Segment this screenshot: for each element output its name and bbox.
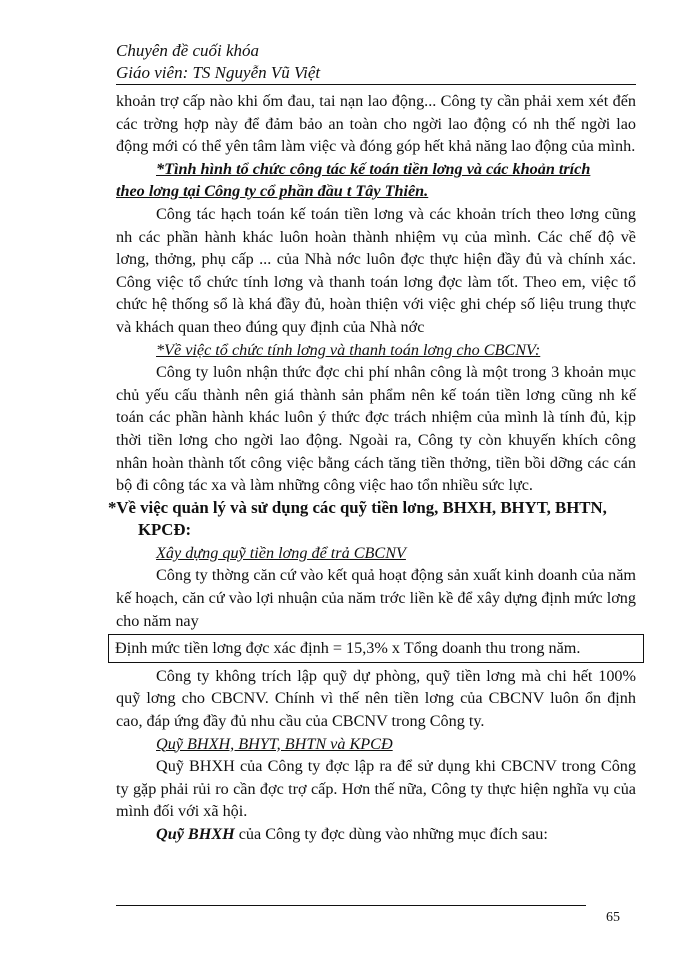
- paragraph-social-insurance-usage: [116, 823, 636, 846]
- document-body: [108, 90, 636, 846]
- page-number: 65: [606, 910, 620, 925]
- formula-box: Định mức tiền lơng đợc xác định = 15,3% x Tổng doanh thu trong năm.: [108, 634, 644, 663]
- heading-salary-organization: *Về việc tổ chức tính lơng và thanh toán lơng cho CBCNV:: [156, 340, 541, 359]
- footer-divider: [116, 905, 586, 906]
- paragraph-accounting-work: Công tác hạch toán kế toán tiền lơng và các khoản trích theo lơng cũng nh các phần hành khác luôn hoàn thành nhiệm vụ của mình. Các chế độ về lơng, thởng, phụ cấp ... của Nhà nớc luôn đợc thực hiện đầy đủ và chính xác. Công việc tổ chức tính lơng và thanh toán lơng đợc làm tốt. Theo em, việc tổ chức hệ thống sổ là khá đầy đủ, hoàn thiện với việc ghi chép số liệu trung thực và khách quan theo đúng quy định của Nhà nớc: [116, 204, 636, 336]
- heading-fund-management-line1: *Về việc quản lý và sử dụng các quỹ tiền lơng, BHXH, BHYT, BHTN,: [108, 497, 607, 517]
- paragraph-no-reserve-fund: Công ty không trích lập quỹ dự phòng, quỹ tiền lơng mà chi hết 100% quỹ lơng cho CBCNV. Chính vì thế nên tiền lơng của CBCNV luôn ổn định cao, đáp ứng đầy đủ nhu cầu của CBCNV trong Công ty.: [116, 666, 636, 731]
- heading-fund-management-line2: KPCĐ:: [138, 520, 192, 540]
- header-teacher: Giáo viên: TS Nguyễn Vũ Việt: [116, 63, 321, 82]
- heading-fund-management: [108, 497, 636, 542]
- paragraph-salary-organization: Công ty luôn nhận thức đợc chi phí nhân công là một trong 3 khoản mục chủ yếu cấu thành nên giá thành sản phẩm nên kế toán tiền lơng cũng nh kế toán các phần hành khác luôn ý thức đợc trách nhiệm của mình là tính đủ, kịp thời tiền lơng cho ngời lao động. Ngoài ra, Công ty còn khuyến khích công nhân hoàn thành tốt công việc bằng cách tăng tiền thởng, tiền bồi dỡng các cán bộ đi công tác xa và làm những công việc hao tổn nhiều sức lực.: [116, 363, 636, 495]
- paragraph-salary-fund: Công ty thờng căn cứ vào kết quả hoạt động sản xuất kinh doanh của năm kế hoạch, căn cứ vào lợi nhuận của năm trớc liền kề để xây dựng định mức lơng cho năm nay: [116, 566, 636, 630]
- social-insurance-usage-text: của Công ty đợc dùng vào những mục đích sau:: [234, 825, 548, 843]
- page-header: [116, 40, 636, 84]
- subheading-salary-fund: Xây dựng quỹ tiền lơng để trả CBCNV: [156, 543, 406, 562]
- heading-accounting-status-line2: theo lơng tại Công ty cổ phần đầu t Tây Thiên.: [116, 182, 429, 201]
- header-divider: [116, 84, 636, 85]
- paragraph-social-insurance-fund: Quỹ BHXH của Công ty đợc lập ra để sử dụng khi CBCNV trong Công ty gặp phải rủi ro cần đợc trợ cấp. Hơn thế nữa, Công ty thực hiện nghĩa vụ của mình đối với xã hội.: [116, 757, 636, 821]
- subheading-insurance-funds: Quỹ BHXH, BHYT, BHTN và KPCĐ: [156, 734, 393, 753]
- social-insurance-fund-label: Quỹ BHXH: [156, 825, 235, 843]
- heading-accounting-status-line1: *Tình hình tổ chức công tác kế toán tiền lơng và các khoản trích: [156, 159, 591, 178]
- header-course-title: Chuyên đề cuối khóa: [116, 41, 260, 60]
- paragraph-continuation: khoản trợ cấp nào khi ốm đau, tai nạn lao động... Công ty cần phải xem xét đến các trờng hợp này để đảm bảo an toàn cho ngời lao động có nh thế ngời lao động mới có thể yên tâm làm việc và đóng góp hết khả năng lao động của mình.: [116, 92, 636, 156]
